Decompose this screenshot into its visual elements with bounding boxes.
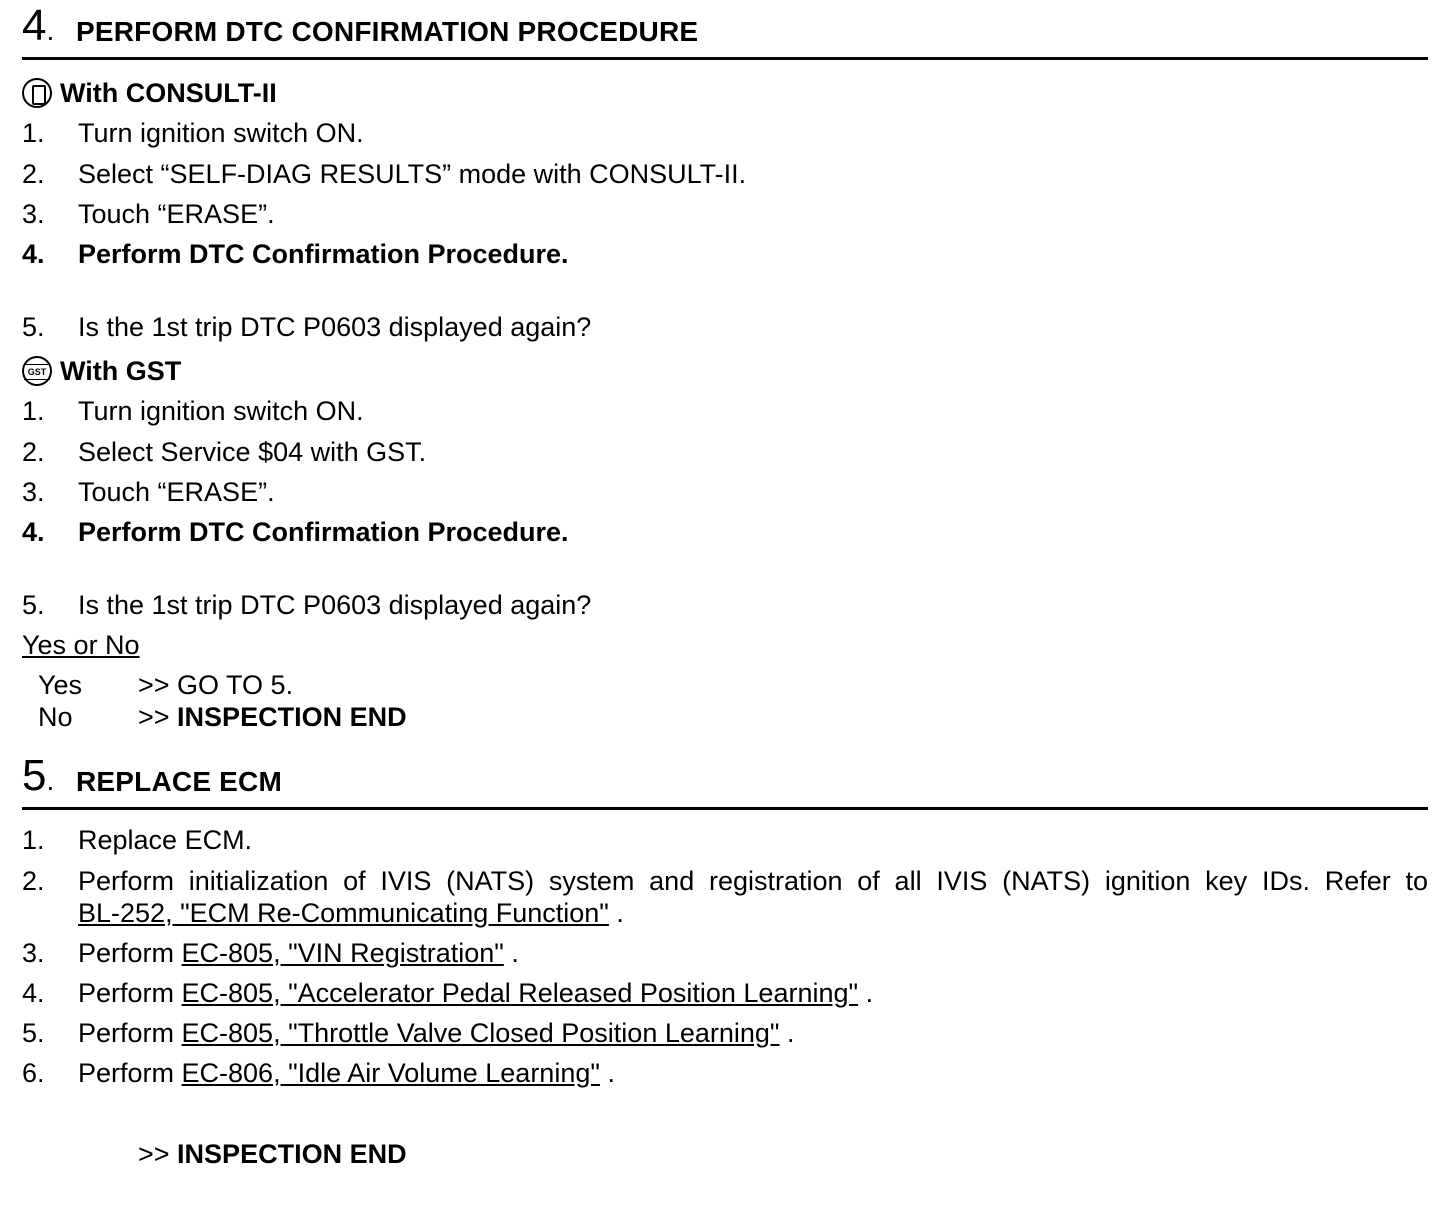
link-vin-registration[interactable]: EC-805, "VIN Registration" <box>181 938 504 968</box>
list-text: Is the 1st trip DTC P0603 displayed again? <box>78 312 592 342</box>
list-number: 4. <box>22 978 45 1008</box>
list-number: 2. <box>22 866 45 896</box>
consult-heading <box>22 77 277 109</box>
list-text: Replace ECM. <box>78 825 253 855</box>
list-number: 1. <box>22 118 45 148</box>
list-number: 5. <box>22 590 45 620</box>
link-accelerator-pedal-learning[interactable]: EC-805, "Accelerator Pedal Released Position Learning" <box>181 978 859 1008</box>
list-number: 3. <box>22 477 45 507</box>
gst-label: With GST <box>60 356 182 386</box>
replace-step-2: Perform initialization of IVIS (NATS) system and registration of all IVIS (NATS) ignition key IDs. Refer to BL-252, "ECM Re-Communicating Function" . <box>78 866 1428 928</box>
link-bl-252[interactable]: BL-252, "ECM Re-Communicating Function" <box>78 898 609 928</box>
list-text: Turn ignition switch ON. <box>78 396 364 426</box>
step-5-title: REPLACE ECM <box>76 766 282 797</box>
list-text: Perform DTC Confirmation Procedure. <box>78 239 569 269</box>
list-number: 5. <box>22 1018 45 1048</box>
step-4-header <box>22 1 1428 50</box>
list-text: Perform DTC Confirmation Procedure. <box>78 517 569 547</box>
gst-heading <box>22 355 181 387</box>
list-text: Touch “ERASE”. <box>78 199 275 229</box>
no-label: No <box>38 702 73 732</box>
inspection-end: >> INSPECTION END <box>138 1139 407 1169</box>
list-number: 1. <box>22 396 45 426</box>
no-result: >> INSPECTION END <box>138 702 407 732</box>
list-text: Select Service $04 with GST. <box>78 437 427 467</box>
yes-label: Yes <box>38 670 83 700</box>
list-number: 2. <box>22 159 45 189</box>
step-4-title: PERFORM DTC CONFIRMATION PROCEDURE <box>76 16 699 47</box>
consult-label: With CONSULT-II <box>60 78 277 108</box>
gst-icon: GST <box>22 356 52 386</box>
list-text: Is the 1st trip DTC P0603 displayed again? <box>78 590 592 620</box>
step-5-header <box>22 751 1428 800</box>
list-number: 5. <box>22 312 45 342</box>
step-4-divider <box>22 57 1428 60</box>
list-number: 3. <box>22 938 45 968</box>
list-text: Perform initialization of IVIS (NATS) system and registration of all IVIS (NATS) ignition key IDs. Refer to <box>78 866 1428 896</box>
link-idle-air-volume-learning[interactable]: EC-806, "Idle Air Volume Learning" <box>181 1058 600 1088</box>
yes-or-no-title: Yes or No <box>22 630 140 660</box>
consult-icon <box>22 78 52 108</box>
list-text: Touch “ERASE”. <box>78 477 275 507</box>
list-text: Select “SELF-DIAG RESULTS” mode with CONSULT-II. <box>78 159 747 189</box>
link-throttle-valve-learning[interactable]: EC-805, "Throttle Valve Closed Position Learning" <box>181 1018 780 1048</box>
list-number: 1. <box>22 825 45 855</box>
list-number: 2. <box>22 437 45 467</box>
yes-result: >> GO TO 5. <box>138 670 294 700</box>
list-number: 4. <box>22 239 45 269</box>
list-number: 6. <box>22 1058 45 1088</box>
list-text: Turn ignition switch ON. <box>78 118 364 148</box>
list-number: 3. <box>22 199 45 229</box>
step-4-number: 4. <box>22 1 55 50</box>
step-5-divider <box>22 807 1428 810</box>
list-number: 4. <box>22 517 45 547</box>
step-5-number: 5. <box>22 751 55 800</box>
